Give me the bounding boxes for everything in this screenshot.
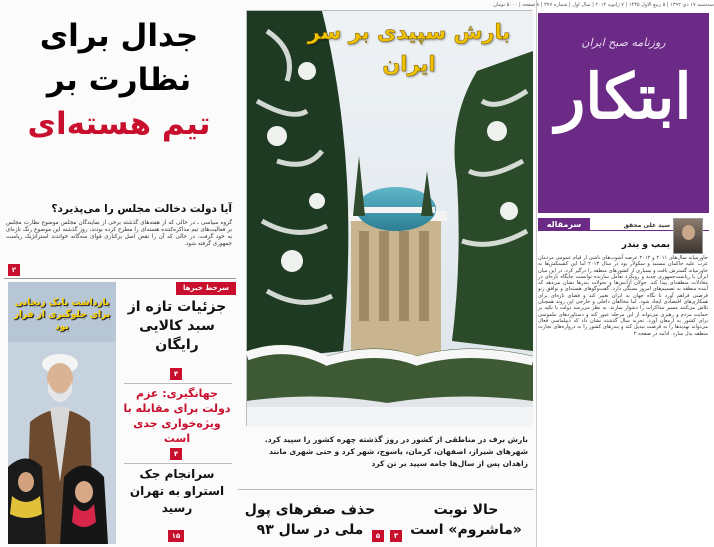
photo-title-line-2: ایران (382, 52, 436, 76)
photo-story-title[interactable] (300, 16, 518, 80)
teaser-mashroom-page-badge: ۳ (390, 530, 402, 542)
teaser-mashroom[interactable]: حالا نوبت «ماشروم» است (410, 502, 522, 538)
brief-jack-straw-badge: ۱۵ (168, 530, 184, 542)
masthead-tagline: روزنامه صبح ایران (581, 36, 666, 49)
brief-jack-straw[interactable]: سرانجام جک استراو به تهران رسید (129, 467, 225, 515)
brief-separator (124, 383, 232, 384)
lead-subheadline: آیا دولت دخالت مجلس را می‌پذیرد؟ (51, 203, 232, 215)
photo-caption: بارش برف در مناطقی از کشور در روز گذشته چهره کشور را سپید کرد. شهرهای شیراز، اصفهان، کرمان، یاسوج، شهر کرد و حتی شهری مانند زاهدان پس از سال‌ها جامه سپید بر تن کرد (264, 435, 528, 468)
teaser-currency-page-badge: ۵ (372, 530, 384, 542)
editorial-author: سید علی محقق (623, 222, 670, 229)
editorial-body: خاورمیانه سال‌های ۲۰۱۱ و ۲۰۱۲ عرصه آشوب‌های ناشی از قیام عمومی مردمان عرب علیه حاکمان مستبد و سکولار بود در سال ۲۰۱۳ اما این کشمکش‌ها به خاورمیانه گسترش یافت و بسیاری از کشورهای منطقه را درگیر کرد. در این میان ایران با ریاست‌جمهوری جدید و رویکرد تعامل سازنده توانست جایگاه تازه‌ای در معادلات منطقه‌ای پیدا کند. جولان آژانس‌ها و تحولات بندرها نشان می‌دهد که آینده منطقه به تصمیم‌های امروز بستگی دارد. گفت‌وگوهای هسته‌ای و توافق ژنو فرصتی فراهم آورد تا نگاه جهان به ایران تغییر کند و فضای تازه‌ای برای همکاری‌های اقتصادی ایجاد شود. اما مخالفان داخلی و خارجی این روند همچنان تلاش می‌کنند مسیر مذاکرات را دشوار سازند. به نظر می‌رسد دولت با تکیه بر حمایت مردم و رهبری می‌تواند از این مرحله عبور کند و دستاوردهای ملموسی برای کشور به ارمغان آورد. تجربه سال گذشته نشان داد که دیپلماسی فعال می‌تواند تهدیدها را به فرصت تبدیل کند و بندرهای کشور را به دروازه‌های تجارت منطقه بدل سازد. ادامه در صفحه ۲ (538, 255, 708, 337)
brief-free-goods-badge: ۴ (170, 368, 182, 380)
lead-body: گروه سیاسی ـ در حالی که از هفته‌های گذشته برخی از نمایندگان مجلس موضوع نظارت مجلس بر فعالیت‌های تیم مذاکره‌کننده هسته‌ای را مطرح کرده بودند، روز گذشته این موضوع رنگ تازه‌ای به خود گرفت. در حالی که آن را نقض اصل برکناری قوای سه‌گانه خواندند استراتژیک ریاست جمهوری گرفته شود. (6, 220, 232, 248)
brief-jahangiri[interactable]: جهانگیری: عزم دولت برای مقابله با ویژه‌خواری جدی است (123, 387, 231, 445)
lead-divider (4, 278, 236, 279)
photo-title-line-1: بارش سپیدی بر سر (307, 20, 511, 44)
lead-headline[interactable] (6, 14, 232, 146)
news-briefs-tag: سرخط خبرها (176, 282, 236, 295)
lead-headline-line-2: نظارت بر (46, 62, 192, 98)
teaser-currency-zeros[interactable]: حذف صفرهای پول ملی در سال ۹۳ (244, 502, 376, 538)
dateline: سه‌شنبه ۱۷ دی ۱۳۹۲ | ۵ ربیع الاول ۱۴۳۵ | ۷ ژانویه ۲۰۱۴ | سال اول | شماره ۳۷۷ | ۸ صفحه | ۵۰۰۰ تومان (493, 2, 714, 8)
lead-headline-line-3: تیم هسته‌ای (27, 106, 211, 142)
lead-page-badge: ۲ (8, 264, 20, 276)
brief-separator (124, 463, 232, 464)
lead-headline-line-1: جدال برای (39, 18, 199, 54)
editorial-headline[interactable]: بمب و بندر (621, 240, 670, 250)
brief-free-goods[interactable]: جزئیات تازه از سبد کالایی رایگان (127, 299, 227, 353)
left-photo-title[interactable]: بازداشت بابک زنجانی برای جلوگیری از فرار بود (13, 298, 111, 332)
editorial-tag: سرمقاله (538, 218, 590, 231)
author-photo (673, 218, 703, 254)
brief-jahangiri-badge: ۴ (170, 448, 182, 460)
bottom-divider (238, 489, 534, 490)
masthead-logo: ابتکار (555, 60, 692, 133)
